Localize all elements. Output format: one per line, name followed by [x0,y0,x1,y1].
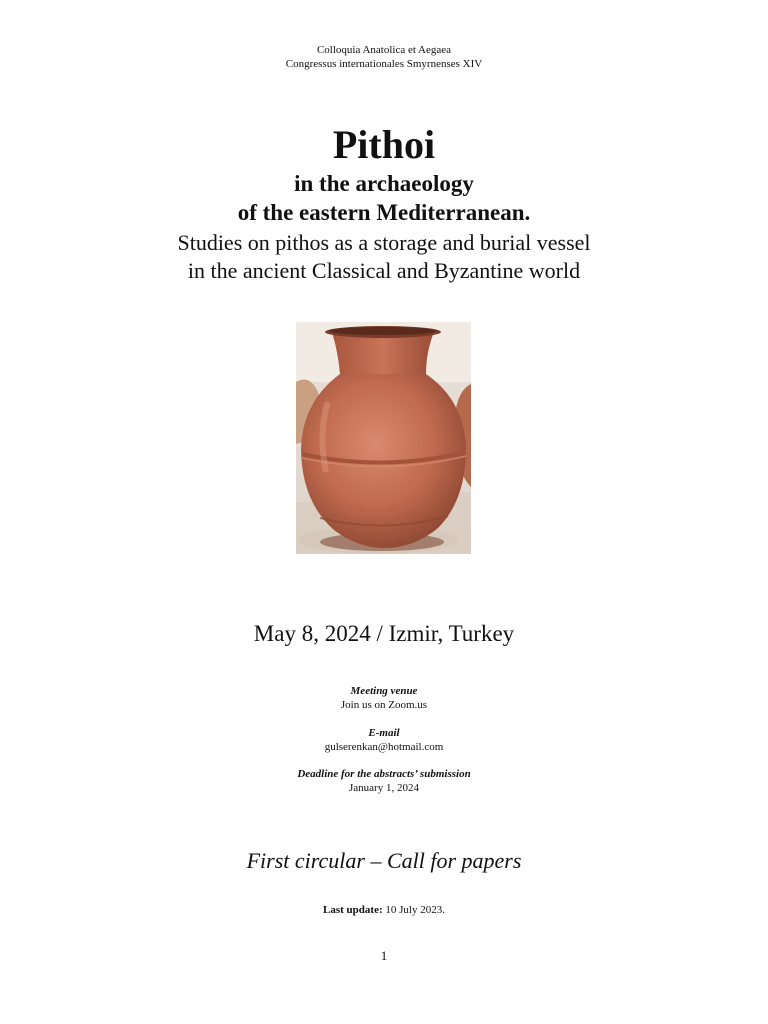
main-title: Pithoi [332,122,436,167]
last-update [0,903,768,917]
page-number: 1 [380,948,388,963]
subtitle-bold-line-1: in the archaeology [294,171,474,196]
subtitle-line-2: in the ancient Classical and Byzantine world [187,258,581,283]
subtitle-line-1: Studies on pithos as a storage and burial vessel [177,230,591,255]
circular-title: First circular – Call for papers [246,848,522,873]
last-update-value: 10 July 2023. [382,904,445,916]
email-value[interactable]: gulserenkan@hotmail.com [324,741,444,753]
venue-label: Meeting venue [350,685,418,697]
series-name: Colloquia Anatolica et Aegaea [316,44,452,56]
event-date-place: May 8, 2024 / Izmir, Turkey [253,621,515,646]
last-update-label: Last update: [323,904,383,916]
deadline-label: Deadline for the abstracts’ submission [297,768,471,780]
venue-value: Join us on Zoom.us [340,699,428,711]
email-label: E-mail [368,727,400,739]
congress-name: Congressus internationales Smyrnenses XIV [285,58,483,70]
subtitle-bold-line-2: of the eastern Mediterranean. [237,200,531,225]
deadline-value: January 1, 2024 [349,782,419,794]
pithos-photo [296,322,471,554]
